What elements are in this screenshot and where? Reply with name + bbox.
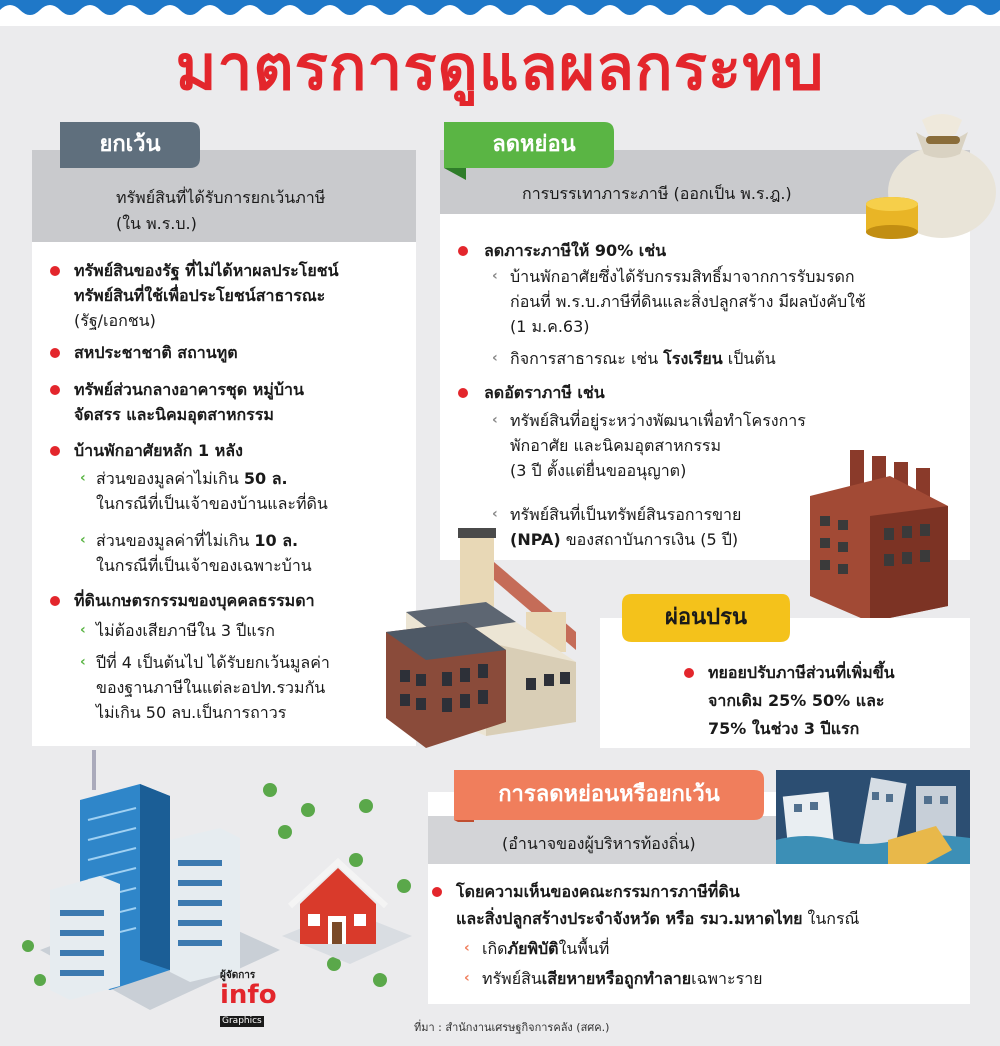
relief-line-1: ทยอยปรับภาษีส่วนที่เพิ่มขึ้น	[708, 663, 895, 682]
bullet-dot	[50, 385, 60, 395]
exemption-subhead: ทรัพย์สินที่ได้รับการยกเว้นภาษี	[116, 188, 326, 207]
relief-line-3: 75% ในช่วง 3 ปีแรก	[708, 719, 860, 738]
source-credit: ที่มา : สำนักงานเศรษฐกิจการคลัง (สศค.)	[414, 1021, 610, 1034]
reduction-inheritance-3: (1 ม.ค.63)	[510, 317, 590, 336]
reduction-public-use: กิจการสาธารณะ เช่น โรงเรียน เป็นต้น	[510, 349, 776, 368]
exempt-item-un: สหประชาชาติ สถานทูต	[74, 343, 238, 362]
bullet-dot	[458, 246, 468, 256]
reduction-rate: ลดอัตราภาษี เช่น	[484, 383, 605, 402]
farmland-sub-year4-3: ไม่เกิน 50 ลบ.เป็นการถาวร	[96, 703, 287, 722]
chevron-left-icon: ‹	[492, 350, 498, 366]
reduction-npa-2: (NPA) ของสถาบันการเงิน (5 ปี)	[510, 530, 739, 549]
local-sub-disaster: เกิดภัยพิบัติในพื้นที่	[482, 939, 610, 958]
exempt-item-farmland: ที่ดินเกษตรกรรมของบุคคลธรรมดา	[74, 591, 315, 610]
exempt-item-common-2: จัดสรร และนิคมอุตสาหกรรม	[74, 405, 274, 424]
reduction-development: ทรัพย์สินที่อยู่ระหว่างพัฒนาเพื่อทำโครงการ	[510, 411, 806, 430]
reduction-inheritance-2: ก่อนที่ พ.ร.บ.ภาษีที่ดินและสิ่งปลูกสร้าง มีผลบังคับใช้	[510, 292, 866, 311]
home-sub-houseonly: ส่วนของมูลค่าที่ไม่เกิน 10 ล.	[96, 531, 299, 550]
publisher-logo	[220, 970, 280, 1030]
local-line-1: โดยความเห็นของคณะกรรมการภาษีที่ดิน	[456, 882, 740, 901]
bullet-dot	[458, 388, 468, 398]
local-line-2: และสิ่งปลูกสร้างประจำจังหวัด หรือ รมว.มหาดไทย ในกรณี	[456, 909, 860, 928]
farmland-sub-year4-2: ของฐานภาษีในแต่ละอปท.รวมกัน	[96, 678, 326, 697]
home-sub-landowner: ส่วนของมูลค่าไม่เกิน 50 ล.	[96, 469, 288, 488]
local-sub-damaged: ทรัพย์สินเสียหายหรือถูกทำลายเฉพาะราย	[482, 969, 763, 988]
factory-illustration	[800, 436, 950, 622]
money-bag-icon	[856, 92, 1000, 242]
bullet-dot	[684, 668, 694, 678]
logo-bottom-text: Graphics	[222, 1016, 262, 1026]
bullet-dot	[50, 446, 60, 456]
reduction-npa: ทรัพย์สินที่เป็นทรัพย์สินรอการขาย	[510, 505, 742, 524]
reduction-tab: ลดหย่อน	[492, 132, 576, 157]
bullet-dot	[50, 348, 60, 358]
bullet-dot	[50, 596, 60, 606]
chevron-left-icon: ‹	[492, 506, 498, 522]
local-subhead: (อำนาจของผู้บริหารท้องถิ่น)	[502, 834, 696, 853]
chevron-left-icon: ‹	[80, 470, 86, 486]
bullet-dot	[432, 887, 442, 897]
farmland-sub-year4: ปีที่ 4 เป็นต้นไป ได้รับยกเว้นมูลค่า	[96, 653, 330, 672]
exempt-item-home: บ้านพักอาศัยหลัก 1 หลัง	[74, 441, 243, 460]
exemption-tab: ยกเว้น	[99, 132, 161, 157]
chevron-left-icon: ‹	[464, 940, 470, 956]
chevron-left-icon: ‹	[80, 532, 86, 548]
local-tab: การลดหย่อนหรือยกเว้น	[498, 782, 720, 807]
flood-illustration	[776, 770, 970, 864]
exempt-item-common: ทรัพย์ส่วนกลางอาคารชุด หมู่บ้าน	[74, 380, 304, 399]
farmland-sub-3years: ไม่ต้องเสียภาษีใน 3 ปีแรก	[96, 621, 275, 640]
industrial-building-illustration	[376, 522, 610, 758]
logo-main-text: info	[220, 980, 277, 1010]
wave-border	[0, 0, 1000, 26]
chevron-left-icon: ‹	[492, 412, 498, 428]
reduction-subhead: การบรรเทาภาระภาษี (ออกเป็น พ.ร.ฎ.)	[522, 184, 792, 203]
page-title: มาตรการดูแลผลกระทบ	[175, 31, 825, 104]
chevron-left-icon: ‹	[80, 654, 86, 670]
reduction-development-2: พักอาศัย และนิคมอุตสาหกรรม	[510, 436, 722, 455]
chevron-left-icon: ‹	[80, 622, 86, 638]
exempt-item-public: ทรัพย์สินที่ใช้เพื่อประโยชน์สาธารณะ	[74, 286, 326, 305]
exempt-item-state: ทรัพย์สินของรัฐ ที่ไม่ได้หาผลประโยชน์	[74, 261, 339, 280]
exempt-item-public-note: (รัฐ/เอกชน)	[74, 311, 156, 330]
chevron-left-icon: ‹	[492, 268, 498, 284]
logo-top-text: ผู้จัดการ	[220, 970, 256, 981]
reduction-90pct: ลดภาระภาษีให้ 90% เช่น	[484, 241, 667, 260]
relief-line-2: จากเดิม 25% 50% และ	[708, 691, 885, 710]
bullet-dot	[50, 266, 60, 276]
exemption-subhead-note: (ใน พ.ร.บ.)	[116, 214, 197, 233]
chevron-left-icon: ‹	[464, 970, 470, 986]
home-sub-landowner-2: ในกรณีที่เป็นเจ้าของบ้านและที่ดิน	[96, 494, 328, 513]
reduction-development-3: (3 ปี ตั้งแต่ยื่นขออนุญาต)	[510, 461, 687, 480]
relief-tab: ผ่อนปรน	[665, 605, 747, 630]
home-sub-houseonly-2: ในกรณีที่เป็นเจ้าของเฉพาะบ้าน	[96, 556, 312, 575]
reduction-inheritance: บ้านพักอาศัยซึ่งได้รับกรรมสิทธิ์มาจากการรับมรดก	[510, 267, 855, 286]
